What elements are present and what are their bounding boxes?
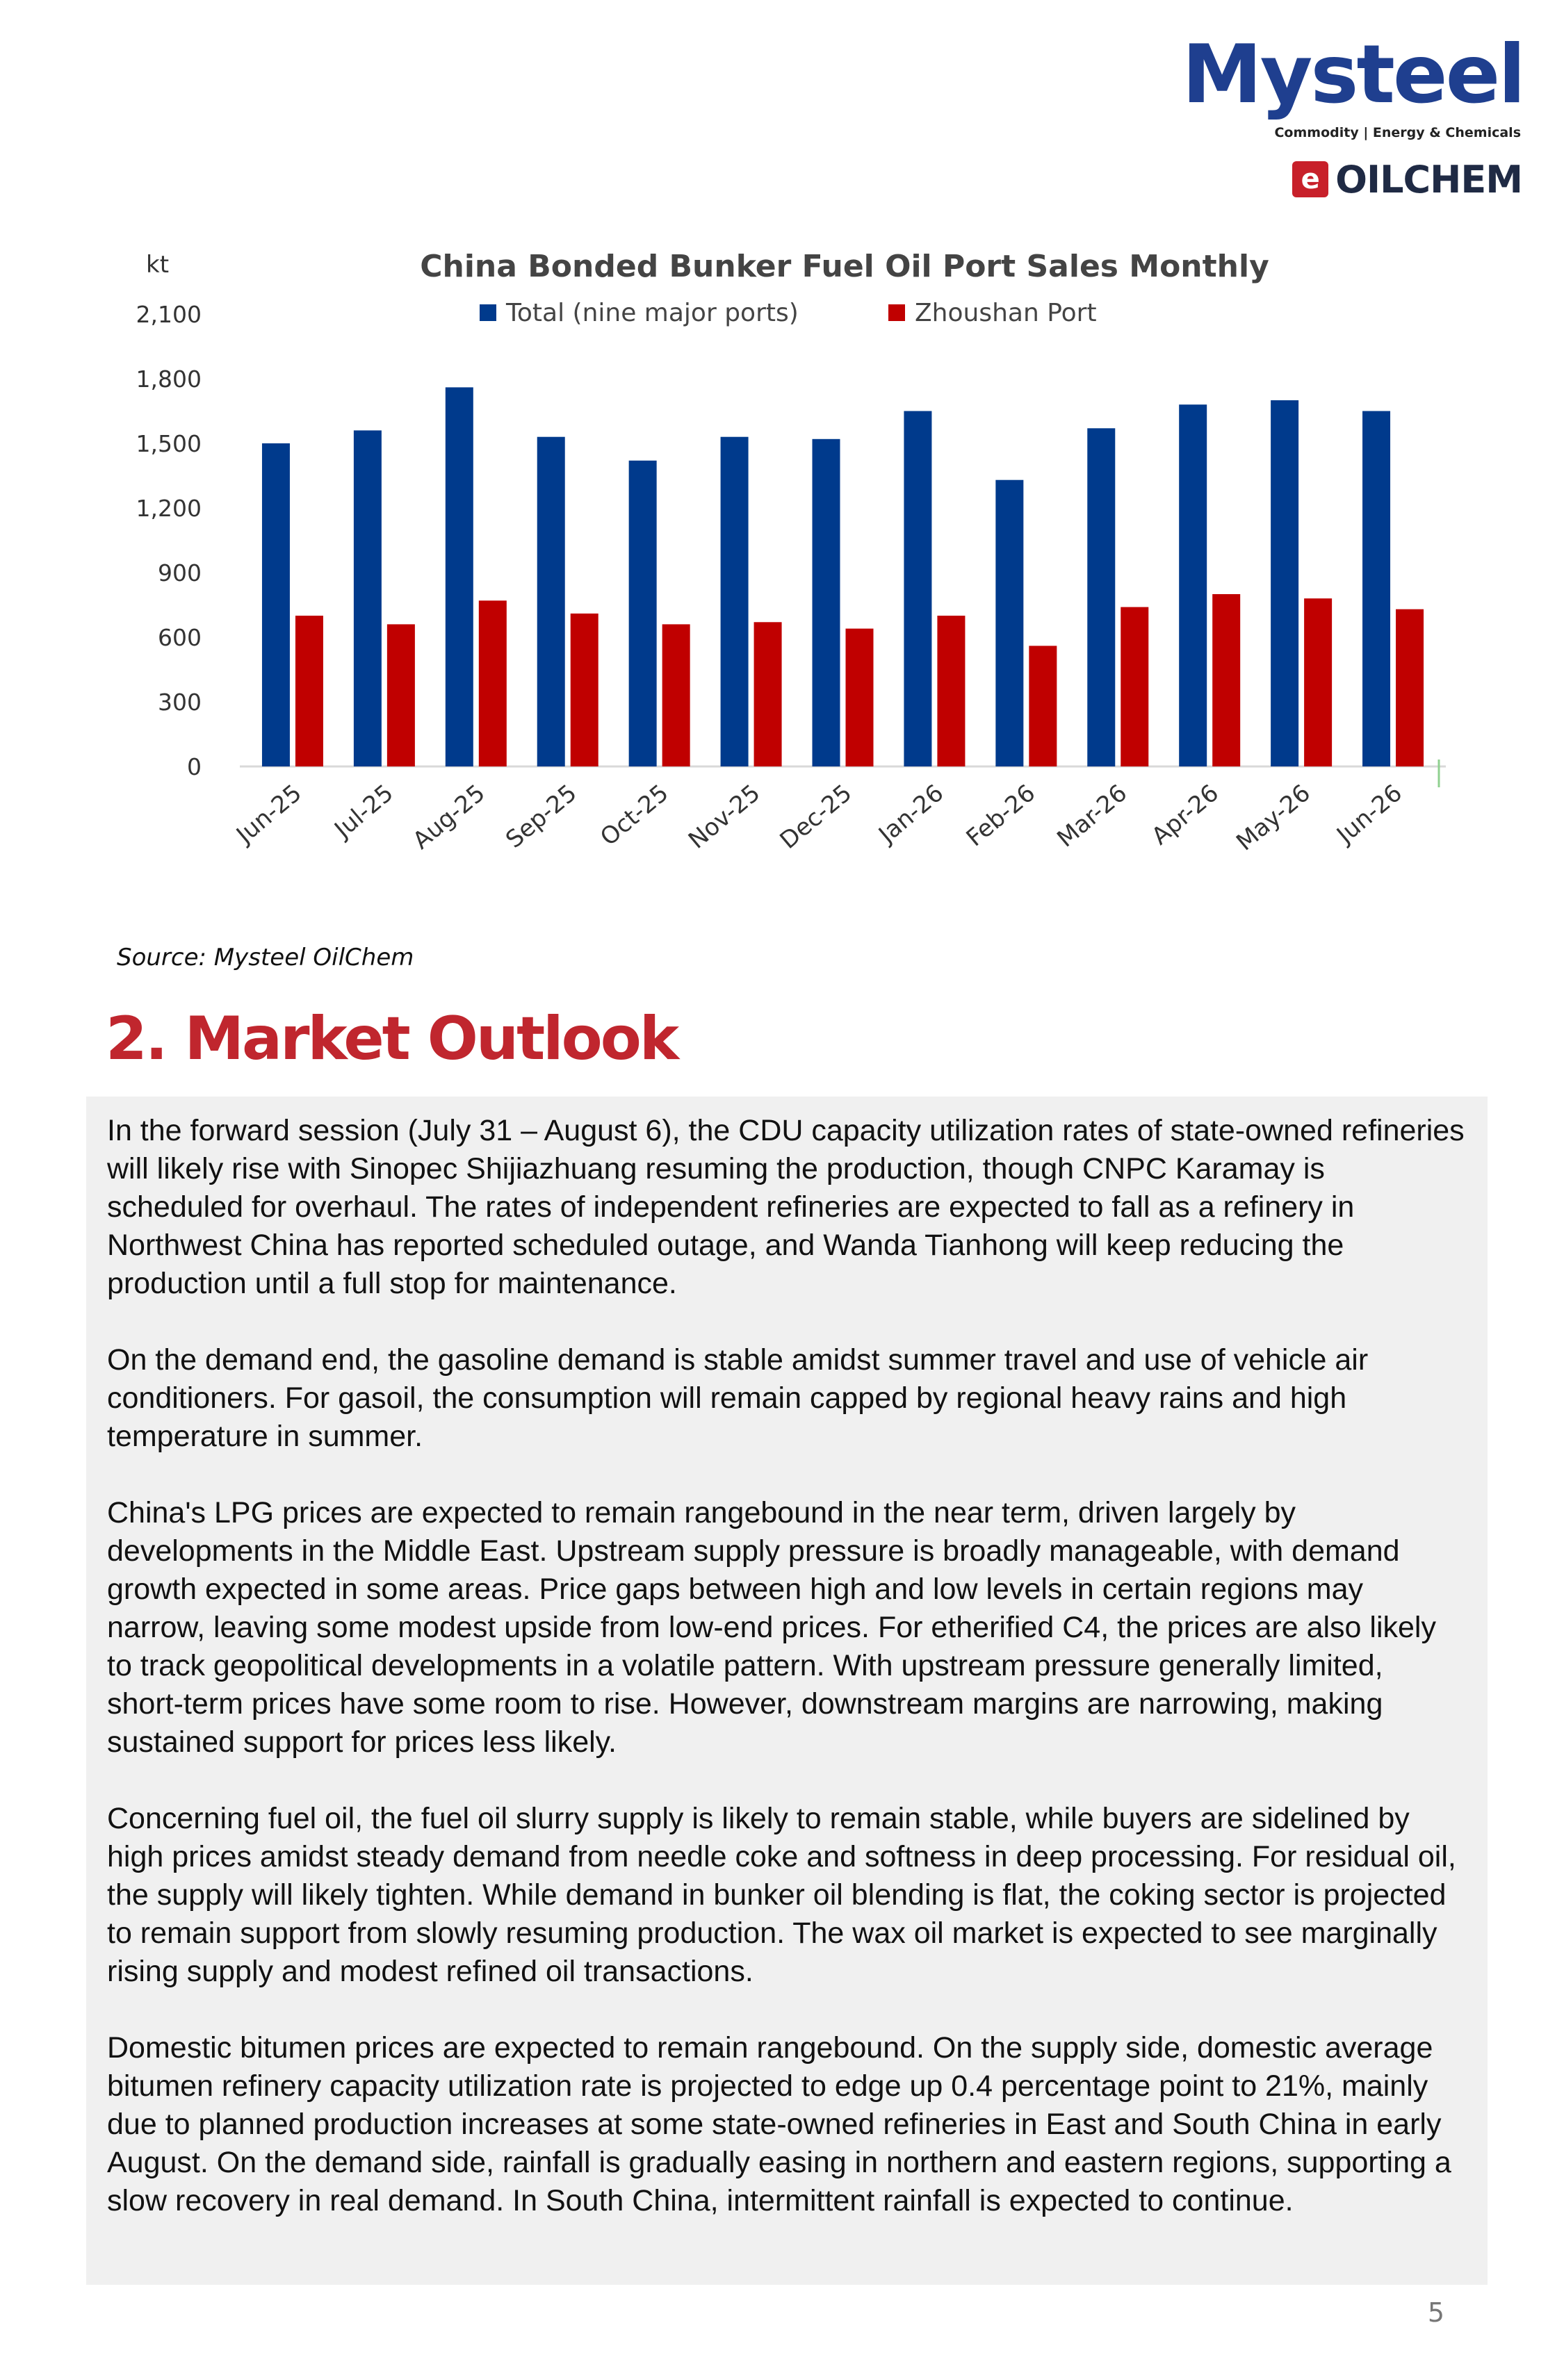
- bar-total: [629, 461, 657, 766]
- x-tick-label: Jul-25: [329, 779, 399, 844]
- bar-zhoushan: [1212, 594, 1240, 766]
- section-title: 2. Market Outlook: [106, 1004, 678, 1074]
- x-tick-label: Oct-25: [595, 779, 674, 852]
- bar-total: [813, 439, 840, 766]
- legend-label: Zhoushan Port: [915, 299, 1097, 327]
- x-tick-label: Nov-25: [683, 779, 766, 855]
- y-tick-label: 900: [158, 559, 202, 586]
- bar-zhoushan: [662, 624, 690, 766]
- y-tick-label: 600: [158, 624, 202, 651]
- bar-zhoushan: [295, 616, 323, 766]
- y-tick-label: 2,100: [136, 301, 202, 328]
- bar-total: [262, 443, 290, 766]
- bar-zhoushan: [1304, 598, 1332, 766]
- x-tick-label: Aug-25: [407, 779, 491, 855]
- bunker-sales-chart: [104, 236, 1494, 931]
- bar-zhoushan: [754, 622, 782, 766]
- chart-title: China Bonded Bunker Fuel Oil Port Sales Monthly: [420, 249, 1269, 284]
- oilchem-wordmark: OILCHEM: [1335, 157, 1522, 202]
- bar-zhoushan: [571, 614, 598, 766]
- mysteel-logo: Mysteel: [1182, 28, 1524, 122]
- y-tick-label: 300: [158, 689, 202, 716]
- outlook-paragraph: In the forward session (July 31 – August 6), the CDU capacity utilization rates of state-owned refineries will likely rise with Sinopec Shijiazhuang resuming the production, though CNPC Karamay is scheduled for overhaul. The rates of independent refineries are expected to fall as a refinery in Northwest China has reported scheduled outage, and Wanda Tianhong will keep reducing the production until a full stop for maintenance.: [107, 1114, 1465, 1300]
- x-tick-label: May-26: [1231, 779, 1316, 857]
- y-tick-label: 1,200: [136, 495, 202, 522]
- x-tick-label: Mar-26: [1052, 779, 1133, 853]
- x-tick-label: Jan-26: [873, 779, 950, 849]
- outlook-paragraph: China's LPG prices are expected to remain rangebound in the near term, driven largely by developments in the Middle East. Upstream supply pressure is broadly manageable, with demand growth expected in some areas. Price gaps between high and low levels in certain regions may narrow, leaving some modest upside from low-end prices. For etherified C4, the prices are also likely to track geopolitical developments in a volatile pattern. With upstream pressure generally limited, short-term prices have some room to rise. However, downstream margins are narrowing, making sustained support for prices less likely.: [107, 1496, 1436, 1759]
- x-tick-label: Jun-26: [1331, 779, 1408, 849]
- bar-total: [1179, 404, 1207, 766]
- bar-total: [904, 411, 931, 767]
- y-tick-label: 0: [187, 753, 202, 780]
- y-tick-label: 1,500: [136, 430, 202, 457]
- bar-zhoushan: [387, 624, 415, 766]
- bar-total: [1362, 411, 1390, 767]
- legend-label: Total (nine major ports): [506, 299, 799, 327]
- bar-total: [537, 437, 565, 766]
- bar-zhoushan: [846, 629, 874, 766]
- outlook-paragraph: Domestic bitumen prices are expected to remain rangebound. On the supply side, domestic average bitumen refinery capacity utilization rate is projected to edge up 0.4 percentage point to 21%, mainly due to planned production increases at some state-owned refineries in East and South China in early August. On the demand side, rainfall is gradually easing in northern and eastern regions, supporting a slow recovery in real demand. In South China, intermittent rainfall is expected to continue.: [107, 2031, 1451, 2217]
- bar-total: [1087, 428, 1115, 766]
- x-tick-label: Dec-25: [774, 779, 858, 855]
- bar-total: [354, 430, 382, 766]
- bar-zhoushan: [937, 616, 965, 766]
- bar-total: [721, 437, 749, 766]
- x-tick-label: Apr-26: [1146, 779, 1224, 851]
- oilchem-logo: [1292, 158, 1522, 200]
- bar-zhoushan: [1396, 609, 1424, 766]
- chart-legend: [480, 299, 1097, 327]
- bar-total: [1271, 400, 1298, 766]
- outlook-paragraph: Concerning fuel oil, the fuel oil slurry supply is likely to remain stable, while buyers are sidelined by high prices amidst steady demand from needle coke and softness in deep processing. For residual oil, the supply will likely tighten. While demand in bunker oil blending is flat, the coking sector is projected to remain support from slowly resuming production. The wax oil market is expected to see marginally rising supply and modest refined oil transactions.: [107, 1802, 1456, 1988]
- legend-swatch: [888, 304, 905, 321]
- oilchem-mark-icon: e: [1292, 161, 1328, 197]
- bar-zhoushan: [479, 600, 507, 766]
- x-tick-label: Jun-25: [231, 779, 307, 849]
- chart-axes: [136, 301, 1446, 856]
- logo-tagline: Commodity | Energy & Chemicals: [1274, 125, 1521, 140]
- bar-total: [995, 480, 1023, 766]
- y-tick-label: 1,800: [136, 366, 202, 393]
- market-outlook-box: [86, 1097, 1488, 2285]
- bar-total: [446, 387, 473, 766]
- chart-bars: [262, 387, 1424, 766]
- legend-swatch: [480, 304, 496, 321]
- bar-zhoushan: [1121, 607, 1148, 766]
- chart-source: Source: Mysteel OilChem: [117, 944, 414, 971]
- bar-zhoushan: [1029, 646, 1057, 766]
- page-number: 5: [1427, 2297, 1444, 2328]
- outlook-paragraph: On the demand end, the gasoline demand is stable amidst summer travel and use of vehicle air conditioners. For gasoil, the consumption will remain capped by regional heavy rains and high temperature in summer.: [107, 1343, 1369, 1453]
- x-tick-label: Sep-25: [500, 779, 583, 854]
- x-tick-label: Feb-26: [961, 779, 1041, 853]
- y-unit-label: kt: [146, 251, 170, 279]
